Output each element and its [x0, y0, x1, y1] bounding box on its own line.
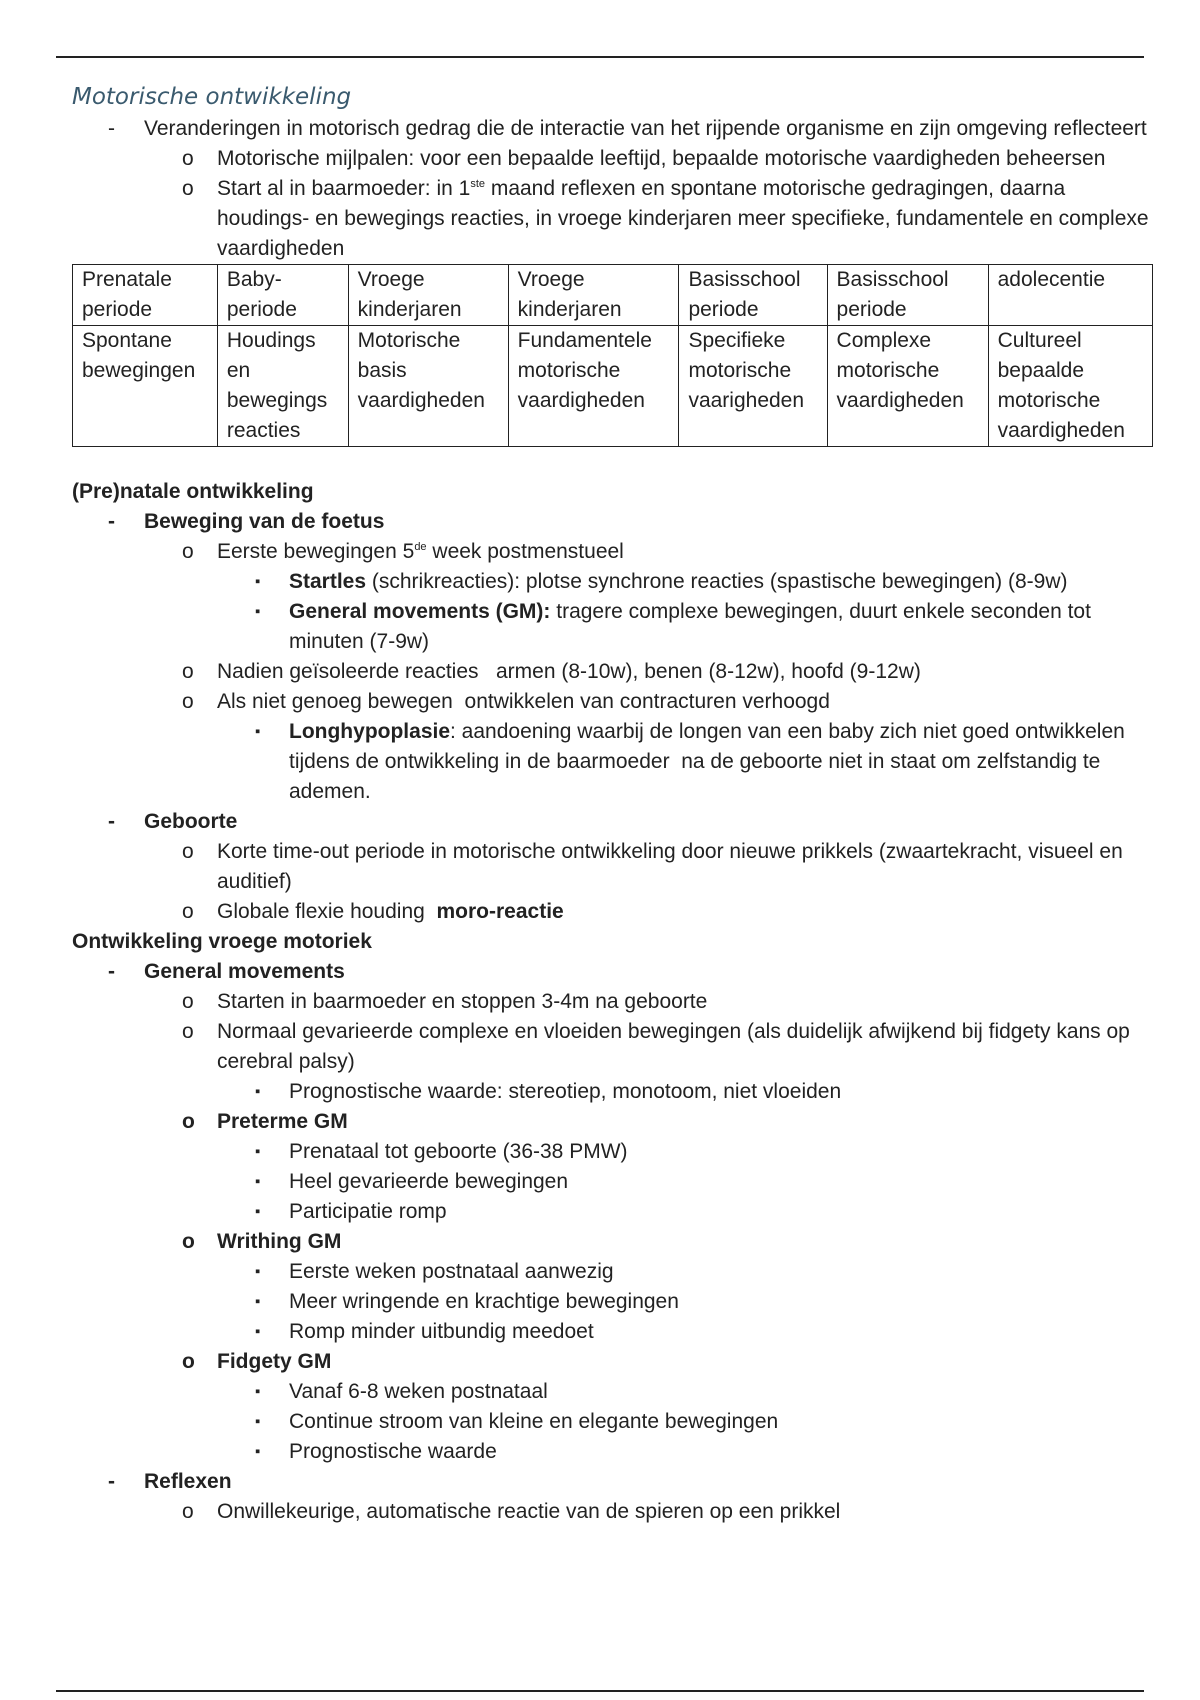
- list-item: ▪ Prognostische waarde: [72, 1437, 1152, 1467]
- square-bullet-icon: ▪: [255, 1323, 261, 1340]
- list-item: o Globale flexie houding moro-reactie: [72, 897, 1152, 927]
- table-cell: Basisschool periode: [679, 265, 827, 326]
- list-item: o Starten in baarmoeder en stoppen 3-4m na geboorte: [72, 987, 1152, 1017]
- list-item: ▪ Eerste weken postnataal aanwezig: [72, 1257, 1152, 1287]
- square-bullet-icon: ▪: [255, 573, 261, 590]
- circle-marker: o: [182, 1350, 195, 1373]
- table-header-row: [73, 265, 1153, 326]
- list-item: o Nadien geïsoleerde reacties armen (8-10w), benen (8-12w), hoofd (9-12w): [72, 657, 1152, 687]
- circle-marker: o: [182, 660, 194, 683]
- list-item: o Motorische mijlpalen: voor een bepaalde leeftijd, bepaalde motorische vaardigheden beheersen: [72, 144, 1152, 174]
- list-item: o Onwillekeurige, automatische reactie van de spieren op een prikkel: [72, 1497, 1152, 1527]
- table-cell: Basisschool periode: [827, 265, 988, 326]
- list-item: - Reflexen: [72, 1467, 1152, 1497]
- square-bullet-icon: ▪: [255, 1293, 261, 1310]
- table-cell: Specifieke motorische vaarigheden: [679, 326, 827, 447]
- square-bullet-icon: ▪: [255, 1203, 261, 1220]
- list-item: ▪ Prenataal tot geboorte (36-38 PMW): [72, 1137, 1152, 1167]
- square-bullet-icon: ▪: [255, 603, 261, 620]
- list-item: ▪ Romp minder uitbundig meedoet: [72, 1317, 1152, 1347]
- list-item: ▪ Heel gevarieerde bewegingen: [72, 1167, 1152, 1197]
- circle-marker: o: [182, 147, 194, 170]
- square-bullet-icon: ▪: [255, 1143, 261, 1160]
- square-bullet-icon: ▪: [255, 1173, 261, 1190]
- table-cell: Cultureel bepaalde motorische vaardigheden: [988, 326, 1152, 447]
- table-cell: Vroege kinderjaren: [508, 265, 679, 326]
- dash-marker: -: [108, 810, 115, 833]
- list-item: o Als niet genoeg bewegen ontwikkelen van contracturen verhoogd: [72, 687, 1152, 717]
- table-cell: Baby-periode: [217, 265, 348, 326]
- header-rule: [56, 56, 1144, 58]
- list-item: ▪ Participatie romp: [72, 1197, 1152, 1227]
- square-bullet-icon: ▪: [255, 1383, 261, 1400]
- table-cell: Motorische basis vaardigheden: [348, 326, 508, 447]
- page-title: Motorische ontwikkeling: [72, 84, 352, 110]
- table-cell: adolecentie: [988, 265, 1152, 326]
- list-item: ▪ Meer wringende en krachtige bewegingen: [72, 1287, 1152, 1317]
- circle-marker: o: [182, 1500, 194, 1523]
- table-row: [73, 326, 1153, 447]
- footer-rule: [56, 1690, 1144, 1692]
- table-cell: Fundamentele motorische vaardigheden: [508, 326, 679, 447]
- square-bullet-icon: ▪: [255, 1263, 261, 1280]
- list-item: o Fidgety GM: [72, 1347, 1152, 1377]
- list-item: o Eerste bewegingen 5de week postmenstueel: [72, 537, 1152, 567]
- circle-marker: o: [182, 1020, 194, 1043]
- document-page: [72, 80, 1152, 1527]
- circle-marker: o: [182, 540, 194, 563]
- list-item: o Korte time-out periode in motorische ontwikkeling door nieuwe prikkels (zwaartekracht, visueel en auditief): [72, 837, 1152, 897]
- dash-marker: -: [108, 117, 115, 140]
- dash-marker: -: [108, 960, 115, 983]
- square-bullet-icon: ▪: [255, 723, 261, 740]
- list-item: o Start al in baarmoeder: in 1ste maand reflexen en spontane motorische gedragingen, daarna houdings- en bewegings reacties, in vroege kinderjaren meer specifieke, fundamentele en complexe vaardigheden: [72, 174, 1152, 264]
- list-item: ▪ Continue stroom van kleine en elegante bewegingen: [72, 1407, 1152, 1437]
- circle-marker: o: [182, 690, 194, 713]
- list-item: ▪ Longhypoplasie: aandoening waarbij de longen van een baby zich niet goed ontwikkelen tijdens de ontwikkeling in de baarmoeder na de geboorte niet in staat om zelfstandig te ademen.: [72, 717, 1152, 807]
- table-cell: Complexe motorische vaardigheden: [827, 326, 988, 447]
- square-bullet-icon: ▪: [255, 1443, 261, 1460]
- list-item: o Normaal gevarieerde complexe en vloeiden bewegingen (als duidelijk afwijkend bij fidgety kans op cerebral palsy): [72, 1017, 1152, 1077]
- circle-marker: o: [182, 990, 194, 1013]
- table-cell: Spontane bewegingen: [73, 326, 218, 447]
- list-item: ▪ General movements (GM): tragere complexe bewegingen, duurt enkele seconden tot minuten (7-9w): [72, 597, 1152, 657]
- table-cell: Vroege kinderjaren: [348, 265, 508, 326]
- list-item: ▪ Vanaf 6-8 weken postnataal: [72, 1377, 1152, 1407]
- table-cell: Houdings en bewegings reacties: [217, 326, 348, 447]
- list-item: ▪ Startles (schrikreacties): plotse synchrone reacties (spastische bewegingen) (8-9w): [72, 567, 1152, 597]
- circle-marker: o: [182, 1230, 195, 1253]
- dash-marker: -: [108, 1470, 115, 1493]
- list-item: - General movements: [72, 957, 1152, 987]
- section-heading: (Pre)natale ontwikkeling: [72, 480, 314, 503]
- list-item: o Writhing GM: [72, 1227, 1152, 1257]
- list-item: ▪ Prognostische waarde: stereotiep, monotoom, niet vloeiden: [72, 1077, 1152, 1107]
- list-item: - Beweging van de foetus: [72, 507, 1152, 537]
- list-item: - Geboorte: [72, 807, 1152, 837]
- circle-marker: o: [182, 1110, 195, 1133]
- circle-marker: o: [182, 840, 194, 863]
- section-heading: Ontwikkeling vroege motoriek: [72, 930, 372, 953]
- development-table: [72, 264, 1153, 447]
- list-item: - Veranderingen in motorisch gedrag die de interactie van het rijpende organisme en zijn omgeving reflecteert: [72, 114, 1152, 144]
- table-cell: Prenatale periode: [73, 265, 218, 326]
- circle-marker: o: [182, 900, 194, 923]
- dash-marker: -: [108, 510, 115, 533]
- list-item: o Preterme GM: [72, 1107, 1152, 1137]
- circle-marker: o: [182, 177, 194, 200]
- square-bullet-icon: ▪: [255, 1083, 261, 1100]
- square-bullet-icon: ▪: [255, 1413, 261, 1430]
